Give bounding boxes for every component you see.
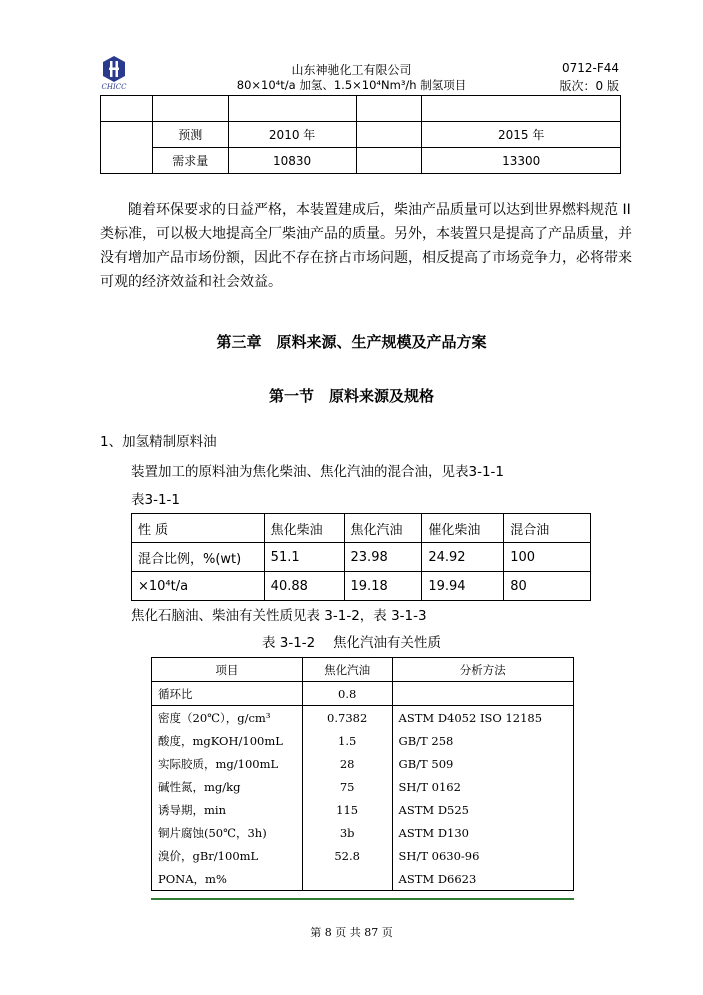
column-header: 焦化汽油 [344,514,422,543]
table-cell: 诱导期，min [152,798,303,821]
table-cell: 100 [504,543,591,572]
table-header-row [152,658,574,682]
doc-version: 版次：0 版 [559,79,619,93]
table-cell: 溴价，gBr/100mL [152,844,303,867]
table-cell: PONA，m% [152,867,303,891]
column-header: 性 质 [132,514,265,543]
chapter-title: 第三章 原料来源、生产规模及产品方案 [216,333,487,351]
table2-caption: 表 3-1-2 焦化汽油有关性质 [261,635,442,651]
table-cell: 23.98 [344,543,422,572]
project-title: 80×10⁴t/a 加氢、1.5×10⁴Nm³/h 制氢项目 [236,78,467,92]
column-header: 分析方法 [392,658,573,682]
table-cell: ×10⁴t/a [132,572,265,601]
table-row [152,798,574,821]
body-paragraph: 随着环保要求的日益严格，本装置建成后，柴油产品质量可以达到世界燃料规范 II 类标准，可以极大地提高全厂柴油产品的质量。另外，本装置只是提高了产品质量，并没有增加产品市场份额，因此不存在挤占市场问题，相反提高了市场竞争力，必将带来可观的经济效益和社会效益。 [100,202,632,290]
table-row [132,572,591,601]
company-name: 山东神驰化工有限公司 [291,63,412,77]
table-cell: 2010 年 [228,122,356,148]
table-cell: 循环比 [152,682,303,706]
table-row [152,706,574,730]
table-row [132,543,591,572]
table-cell: 预测 [152,122,228,148]
reference-line: 焦化石脑油、柴油有关性质见表 3-1-2，表 3-1-3 [131,608,427,624]
table-cell: SH/T 0630-96 [392,844,573,867]
table-cell: 80 [504,572,591,601]
table-row [152,844,574,867]
table-cell: 实际胶质，mg/100mL [152,752,303,775]
table-row [152,682,574,706]
column-header: 焦化汽油 [302,658,392,682]
table-cell: 1.5 [302,729,392,752]
table-cell: 碱性氮，mg/kg [152,775,303,798]
column-header: 催化柴油 [422,514,504,543]
table-row [101,148,621,174]
table-row [152,867,574,891]
doc-code: 0712-F44 [561,61,619,75]
table-row [152,752,574,775]
table-header-row [132,514,591,543]
table-cell: 酸度，mgKOH/100mL [152,729,303,752]
table-row [101,96,621,122]
table-cell: 115 [302,798,392,821]
table-row [101,122,621,148]
table-cell [392,682,573,706]
table-cell: ASTM D525 [392,798,573,821]
table-cell: ASTM D4052 ISO 12185 [392,706,573,730]
table-cell: 铜片腐蚀(50℃，3h) [152,821,303,844]
table-cell: 混合比例，%(wt) [132,543,265,572]
table-cell: 13300 [422,148,621,174]
table-cell: 密度（20℃），g/cm³ [152,706,303,730]
logo-text: CHICC [101,83,127,91]
gasoline-properties-table [151,657,574,891]
table-cell: ASTM D6623 [392,867,573,891]
column-header: 项目 [152,658,303,682]
table-cell: 2015 年 [422,122,621,148]
item-heading: 1、加氢精制原料油 [100,434,217,450]
table-cell: 0.8 [302,682,392,706]
table-cell: 40.88 [264,572,344,601]
table-cell: GB/T 509 [392,752,573,775]
table-cell: 3b [302,821,392,844]
table-cell: 24.92 [422,543,504,572]
section-title: 第一节 原料来源及规格 [268,387,434,405]
table-cell: 需求量 [152,148,228,174]
table-cell: 51.1 [264,543,344,572]
table-cell: 0.7382 [302,706,392,730]
table-row [152,729,574,752]
table-bottom-line [151,898,574,900]
table-cell: SH/T 0162 [392,775,573,798]
column-header: 焦化柴油 [264,514,344,543]
page-footer: 第 8 页 共 87 页 [310,926,393,939]
table-cell: 52.8 [302,844,392,867]
table1-label: 表3-1-1 [131,492,181,508]
table-cell: GB/T 258 [392,729,573,752]
table-cell: 75 [302,775,392,798]
table-cell [302,867,392,891]
column-header: 混合油 [504,514,591,543]
table-row [152,775,574,798]
item-description: 装置加工的原料油为焦化柴油、焦化汽油的混合油，见表3-1-1 [131,464,505,480]
table-cell: 10830 [228,148,356,174]
table-cell: 28 [302,752,392,775]
forecast-table [100,96,621,174]
feedstock-ratio-table [131,513,591,601]
table-cell: 19.18 [344,572,422,601]
table-row [152,821,574,844]
table-cell: ASTM D130 [392,821,573,844]
table-cell: 19.94 [422,572,504,601]
